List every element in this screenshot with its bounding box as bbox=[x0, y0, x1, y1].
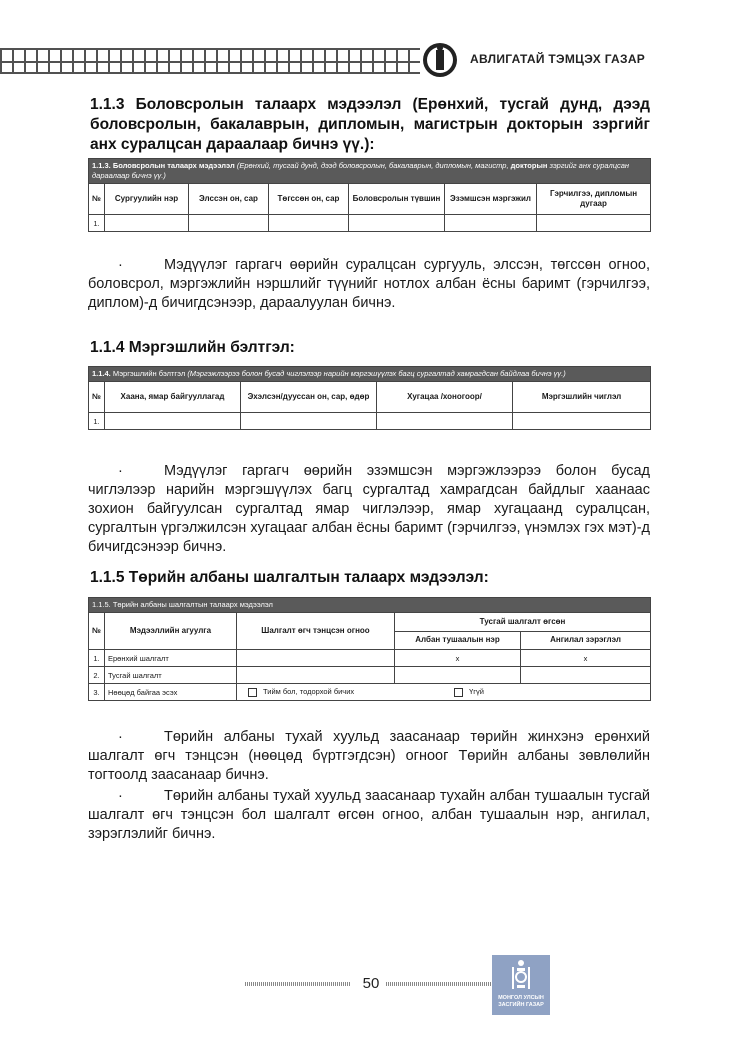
table-cell[interactable] bbox=[237, 650, 395, 667]
table-cell[interactable] bbox=[395, 667, 521, 684]
bullet-icon: · bbox=[118, 729, 123, 745]
option-no-label: Үгүй bbox=[469, 687, 484, 697]
section-title-qualification: 1.1.4 Мэргэшлийн бэлтгэл: bbox=[90, 339, 295, 356]
table-row bbox=[89, 667, 651, 684]
ornament-border bbox=[0, 48, 420, 74]
paragraph-qualification: · Мэдүүлэг гаргагч өөрийн эзэмшсэн мэргэжлээрээ болон бусад чиглэлээр нарийн мэргэшүүлэх багц сургалтад хамрагдсан байдлыг хаанаас зохион байгуулсан сургалтад ямар чиглэлээр, ямар хугацаанд суралцсан, сургалтын үргэлжилсэн хугацааг албан ёсны баримт (гэрчилгээ, үнэмлэх гэх мэт)-д бичигдсэнээр бичнэ. bbox=[88, 463, 650, 555]
column-header: Хаана, ямар байгууллагад bbox=[105, 382, 241, 413]
footer-divider-left bbox=[245, 982, 350, 986]
organization-name: АВЛИГАТАЙ ТЭМЦЭХ ГАЗАР bbox=[470, 52, 646, 66]
paragraph-special-exam: · Төрийн албаны тухай хуульд заасанаар тухайн албан тушаалын тусгай шалгалт өгч тэнцсэн бол шалгалт өгсөн огноо, албан тушаалын нэр, ангилал, зэрэглэлийг бичнэ. bbox=[88, 788, 650, 842]
table-row bbox=[89, 215, 651, 232]
column-header: Мэргэшлийн чиглэл bbox=[513, 382, 651, 413]
column-header: Төгссөн он, сар bbox=[269, 184, 349, 215]
option-yes-label: Тийм бол, тодорхой бичих bbox=[263, 687, 355, 697]
table-cell[interactable] bbox=[241, 413, 377, 430]
table-cell[interactable] bbox=[269, 215, 349, 232]
logo-caption: МОНГОЛ УЛСЫН ЗАСГИЙН ГАЗАР bbox=[498, 995, 544, 1008]
paragraph-general-exam: · Төрийн албаны тухай хуульд заасанаар төрийн жинхэнэ ерөнхий шалгалт өгч тэнцсэн (нөөцөд бүртгэгдсэн) огноог Төрийн албаны зөвлөлийн тогтоолд заасанаар бичнэ. bbox=[88, 729, 650, 783]
column-header: Хугацаа /хоногоор/ bbox=[377, 382, 513, 413]
reserve-options bbox=[237, 684, 651, 701]
checkbox-no[interactable] bbox=[454, 688, 463, 697]
checkbox-yes[interactable] bbox=[248, 688, 257, 697]
row-number: 1. bbox=[89, 650, 105, 667]
bullet-icon: · bbox=[118, 788, 123, 804]
page-header bbox=[0, 40, 739, 82]
row-label: Нөөцөд байгаа эсэх bbox=[105, 684, 237, 701]
table-row bbox=[89, 650, 651, 667]
section-title-civil-exam: 1.1.5 Төрийн албаны шалгалтын талаарх мэдээлэл: bbox=[90, 569, 489, 586]
paragraph-education: · Мэдүүлэг гаргагч өөрийн суралцсан сургууль, элссэн, төгссөн огноо, боловсрол, мэргэжлийн нэршлийг түүнийг нотлох албан ёсны баримт (гэрчилгээ, диплом)-д бичигдсэнээр, дараалуулан бичнэ. bbox=[88, 257, 650, 311]
bullet-icon: · bbox=[118, 257, 123, 273]
column-group-header: Тусгай шалгалт өгсөн bbox=[395, 613, 651, 632]
table-caption: 1.1.3. Боловсролын талаарх мэдээлэл (Ерөнхий, тусгай дунд, дээд боловсролын, бакалаврын, дипломын, магистр, докторын зэргийг анх суралцсан дараалаар бичнэ үү.) bbox=[89, 159, 651, 184]
table-caption: 1.1.4. Мэргэшлийн бэлтгэл (Мэргэжлээрээ болон бусад чиглэлээр нарийн мэргэшүүлэх багц сургалтад хамрагдсан байдлаа бичнэ үү.) bbox=[89, 367, 651, 382]
table-cell[interactable] bbox=[237, 667, 395, 684]
table-cell[interactable] bbox=[377, 413, 513, 430]
table-cell[interactable] bbox=[105, 413, 241, 430]
column-header: Элссэн он, сар bbox=[189, 184, 269, 215]
row-label: Ерөнхий шалгалт bbox=[105, 650, 237, 667]
table-cell[interactable] bbox=[105, 215, 189, 232]
table-cell[interactable] bbox=[349, 215, 445, 232]
table-cell[interactable] bbox=[513, 413, 651, 430]
column-header: Ангилал зэрэглэл bbox=[521, 631, 651, 650]
column-header: Гэрчилгээ, дипломын дугаар bbox=[537, 184, 651, 215]
table-caption: 1.1.5. Төрийн албаны шалгалтын талаарх мэдээлэл bbox=[89, 598, 651, 613]
column-header: Эхэлсэн/дууссан он, сар, өдөр bbox=[241, 382, 377, 413]
column-header: № bbox=[89, 613, 105, 650]
section-title-education: 1.1.3 Боловсролын талаарх мэдээлэл (Ерөнхий, тусгай дунд, дээд боловсролын, бакалаврын, дипломын, магистрын докторын зэргийг анх суралцсан дараалаар бичнэ үү.): bbox=[90, 96, 650, 153]
column-header: Боловсролын түвшин bbox=[349, 184, 445, 215]
row-number: 1. bbox=[89, 413, 105, 430]
table-cell: x bbox=[395, 650, 521, 667]
table-row bbox=[89, 413, 651, 430]
bullet-icon: · bbox=[118, 463, 123, 479]
row-label: Тусгай шалгалт bbox=[105, 667, 237, 684]
table-row bbox=[89, 684, 651, 701]
column-header: Мэдээллийн агуулга bbox=[105, 613, 237, 650]
row-number: 2. bbox=[89, 667, 105, 684]
column-header: Сургуулийн нэр bbox=[105, 184, 189, 215]
row-number: 1. bbox=[89, 215, 105, 232]
column-header: № bbox=[89, 184, 105, 215]
emblem-icon bbox=[422, 40, 458, 80]
column-header: Шалгалт өгч тэнцсэн огноо bbox=[237, 613, 395, 650]
table-cell[interactable] bbox=[189, 215, 269, 232]
table-cell[interactable] bbox=[521, 667, 651, 684]
footer-divider-right bbox=[386, 982, 491, 986]
column-header: Эзэмшсэн мэргэжил bbox=[445, 184, 537, 215]
table-cell: x bbox=[521, 650, 651, 667]
education-table bbox=[88, 158, 651, 232]
qualification-table bbox=[88, 366, 651, 430]
table-cell[interactable] bbox=[445, 215, 537, 232]
soyombo-icon bbox=[492, 955, 550, 995]
civil-exam-table bbox=[88, 597, 651, 701]
row-number: 3. bbox=[89, 684, 105, 701]
column-header: № bbox=[89, 382, 105, 413]
column-header: Албан тушаалын нэр bbox=[395, 631, 521, 650]
government-logo bbox=[492, 955, 550, 1015]
table-cell[interactable] bbox=[537, 215, 651, 232]
page-number: 50 bbox=[362, 975, 380, 992]
